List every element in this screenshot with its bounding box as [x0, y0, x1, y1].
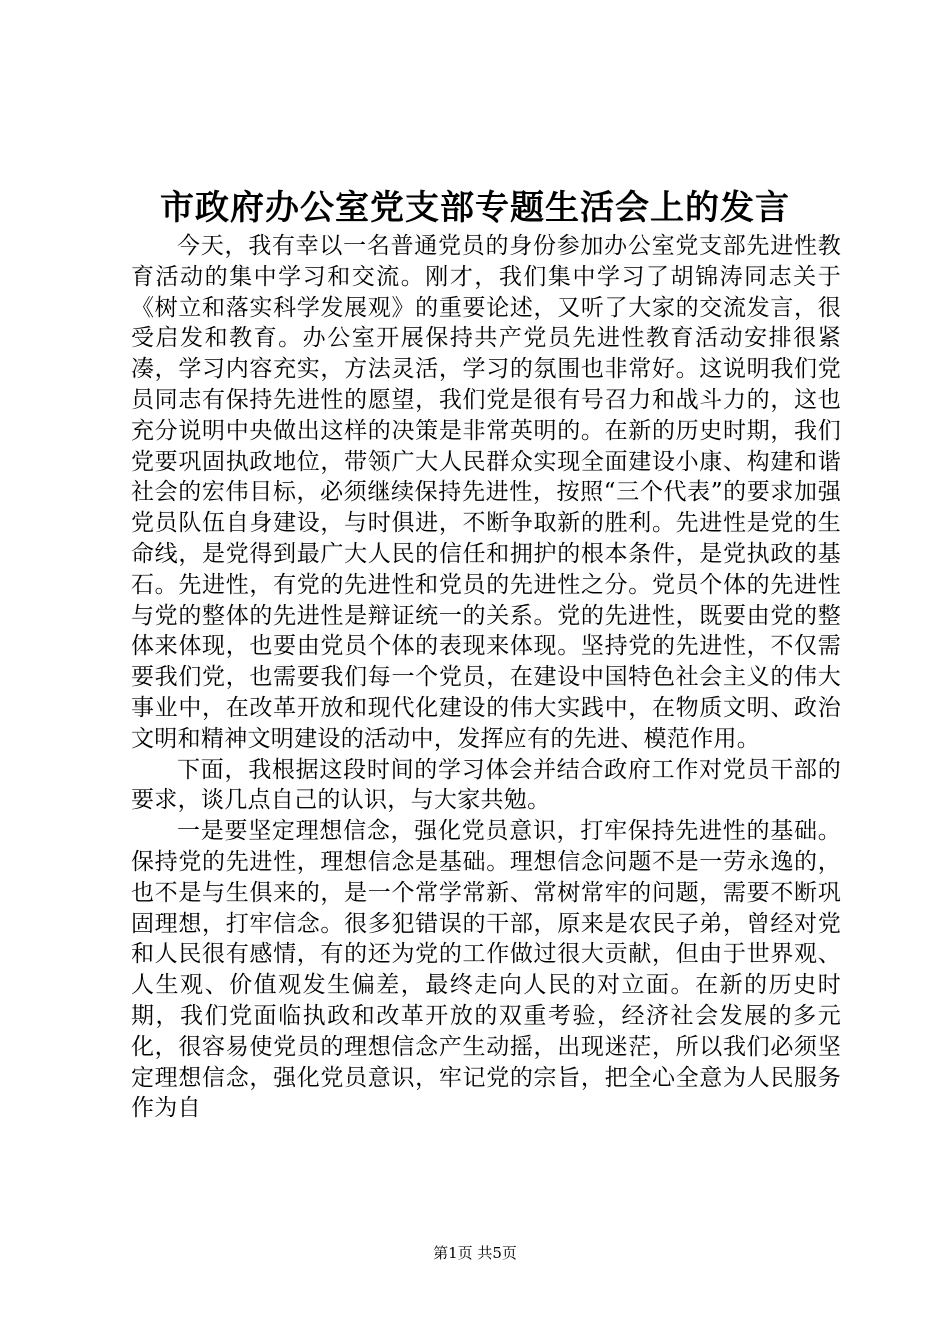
body-paragraph-3: 一是要坚定理想信念，强化党员意识，打牢保持先进性的基础。保持党的先进性，理想信念是基础。理想信念问题不是一劳永逸的，也不是与生俱来的，是一个常学常新、常树常牢的问题，需要不断巩固理想，打牢信念。很多犯错误的干部，原来是农民子弟，曾经对党和人民很有感情，有的还为党的工作做过很大贡献，但由于世界观、人生观、价值观发生偏差，最终走向人民的对立面。在新的历史时期，我们党面临执政和改革开放的双重考验，经济社会发展的多元化，很容易使党员的理想信念产生动摇，出现迷茫，所以我们必须坚定理想信念，强化党员意识，牢记党的宗旨，把全心全意为人民服务作为自 — [131, 818, 841, 1122]
body-paragraph-1: 今天，我有幸以一名普通党员的身份参加办公室党支部先进性教育活动的集中学习和交流。刚才，我们集中学习了胡锦涛同志关于《树立和落实科学发展观》的重要论述，又听了大家的交流发言，很受启发和教育。办公室开展保持共产党员先进性教育活动安排很紧凑，学习内容充实，方法灵活，学习的氛围也非常好。这说明我们党员同志有保持先进性的愿望，我们党是很有号召力和战斗力的，这也充分说明中央做出这样的决策是非常英明的。在新的历史时期，我们党要巩固执政地位，带领广大人民群众实现全面建设小康、构建和谐社会的宏伟目标，必须继续保持先进性，按照“三个代表”的要求加强党员队伍自身建设，与时俱进，不断争取新的胜利。先进性是党的生命线，是党得到最广大人民的信任和拥护的根本条件，是党执政的基石。先进性，有党的先进性和党员的先进性之分。党员个体的先进性与党的整体的先进性是辩证统一的关系。党的先进性，既要由党的整体来体现，也要由党员个体的表现来体现。坚持党的先进性，不仅需要我们党，也需要我们每一个党员，在建设中国特色社会主义的伟大事业中，在改革开放和现代化建设的伟大实践中，在物质文明、政治文明和精神文明建设的活动中，发挥应有的先进、模范作用。 — [131, 233, 841, 752]
document-body — [131, 231, 841, 1124]
page-number-footer: 第1页 共5页 — [433, 1244, 517, 1262]
body-paragraph-2: 下面，我根据这段时间的学习体会并结合政府工作对党员干部的要求，谈几点自己的认识，与大家共勉。 — [131, 756, 841, 814]
document-title: 市政府办公室党支部专题生活会上的发言 — [160, 188, 790, 228]
